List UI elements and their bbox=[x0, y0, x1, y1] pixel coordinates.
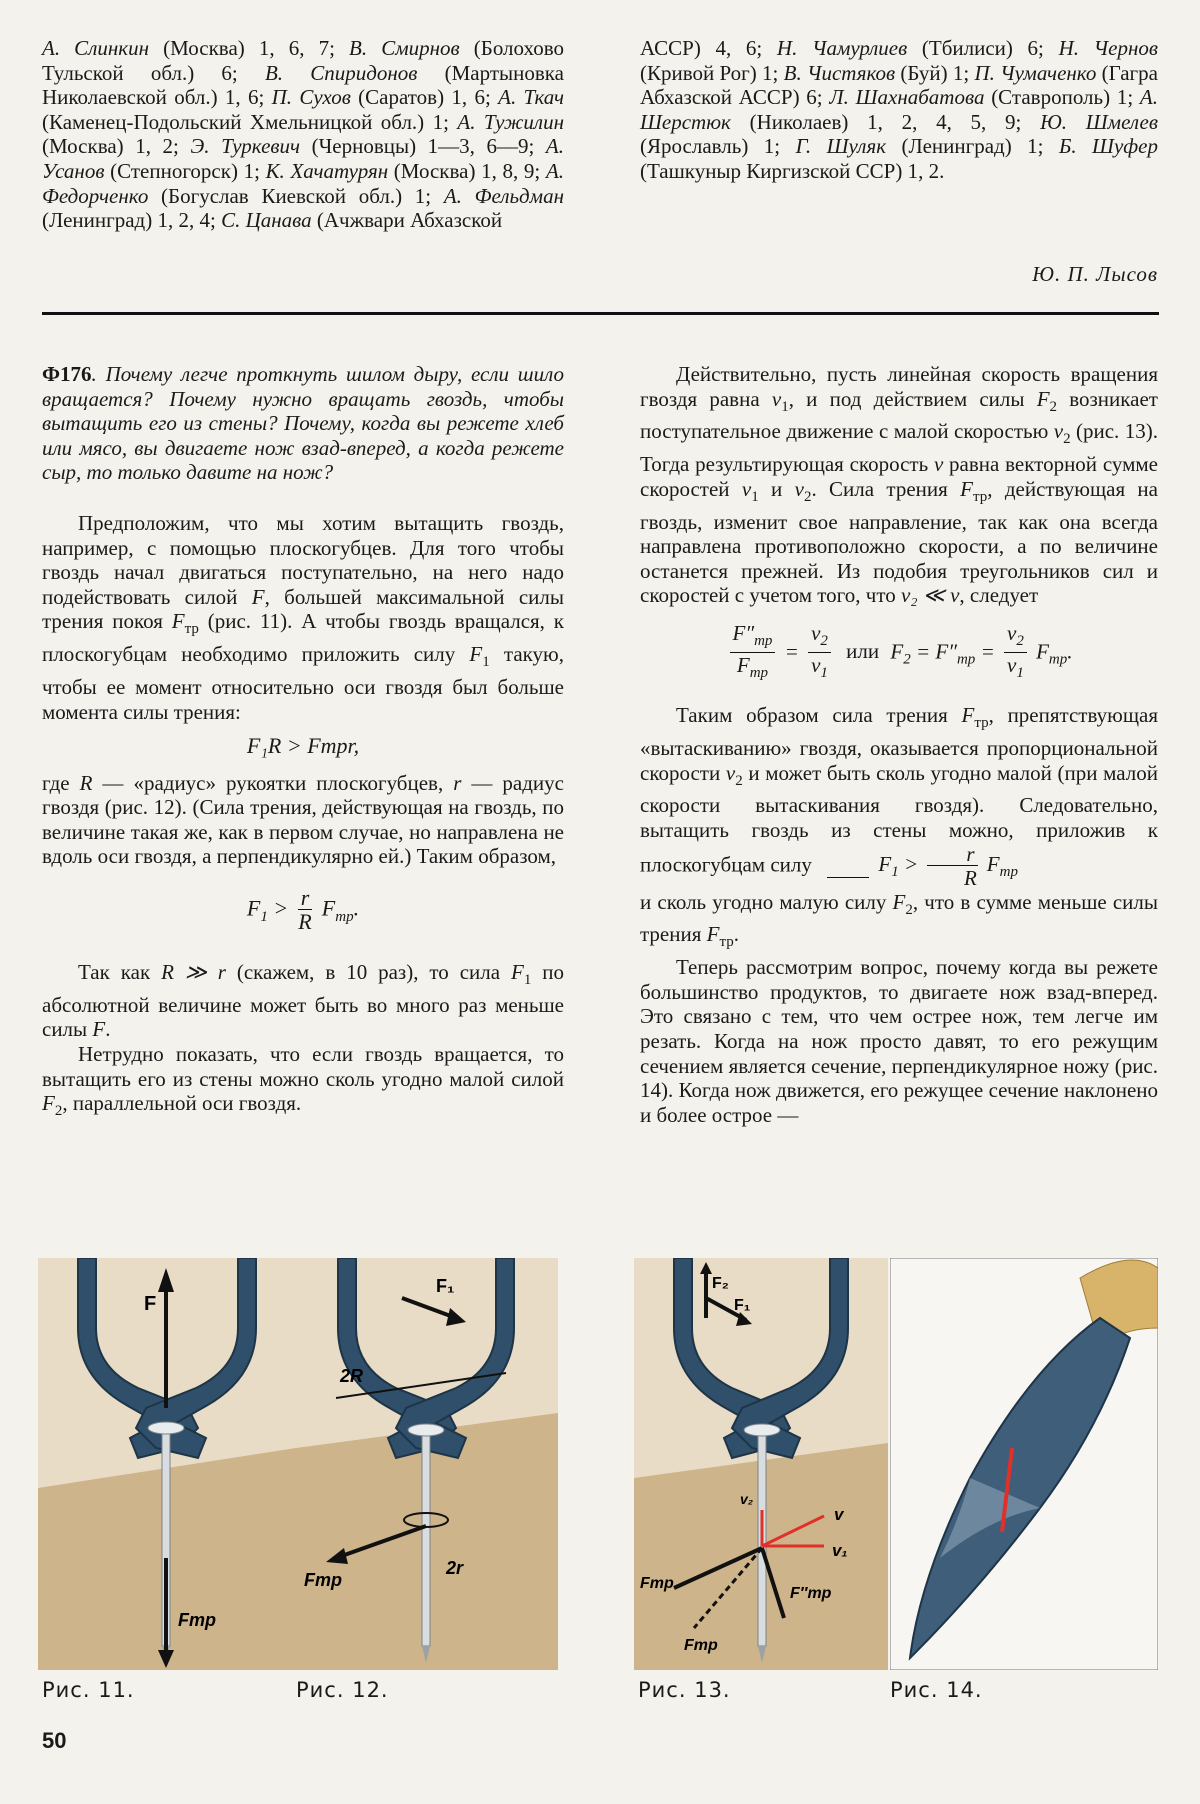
solver-details: (Москва) 1, 6, 7; bbox=[149, 36, 350, 60]
problem-question: Почему легче проткнуть шилом дыру, если шило вращается? Почему нужно вращать гвоздь, чтобы вытащить его из стены? Почему, когда вы режете хлеб или мясо, вы двигаете нож взад-вперед, а когда режете сыр, то только давите на нож? bbox=[42, 362, 565, 485]
label-F2: F₂ bbox=[712, 1275, 729, 1292]
label-Ftr: Fтр bbox=[178, 1610, 216, 1630]
label-2r: 2r bbox=[446, 1558, 464, 1578]
left-column bbox=[42, 362, 564, 1124]
solver-name: П. Сухов bbox=[271, 85, 351, 110]
figure-13 bbox=[634, 1258, 888, 1670]
solvers-list-right bbox=[640, 36, 1158, 184]
right-column bbox=[640, 362, 1158, 1127]
solver-name: А. Тужилин bbox=[457, 109, 564, 134]
formula-pliers-force: $F_1$ > $\frac{r}{R}$ $F_{тр}$ bbox=[878, 841, 1018, 890]
label-Ftr: Fтр bbox=[304, 1570, 342, 1590]
solver-name: В. Смирнов bbox=[349, 36, 460, 60]
solver-name: А. Слинкин bbox=[42, 36, 150, 60]
solver-name: А. Федорченко bbox=[42, 158, 565, 208]
solver-name: В. Чистяков bbox=[783, 60, 896, 85]
figure-14 bbox=[890, 1258, 1158, 1670]
solver-name: Э. Туркевич bbox=[190, 134, 301, 159]
solver-details: (Ташкуныр Киргизской ССР) 1, 2. bbox=[640, 158, 945, 183]
solver-details: (Каменец-Подольский Хмельницкой обл.) 1; bbox=[42, 109, 458, 134]
formula-similarity: $\frac{F''_{тр}}{F_{тр}}$ = $\frac{v_2}{v_1}$ или $F_2 = F''_{тр}$ = $\frac{v_2}{v_1}$ $F_{тр}$. bbox=[640, 622, 1158, 685]
solver-name: А. Шерстюк bbox=[640, 85, 1158, 134]
solver-name: А. Фельдман bbox=[443, 183, 564, 208]
solver-details: (Мартыновка Николаевской обл.) 1, 6; bbox=[42, 60, 564, 110]
solver-details: (Саратов) 1, 6; bbox=[350, 85, 499, 110]
solver-details: (Буй) 1; bbox=[895, 60, 975, 85]
solver-details: (Ставрополь) 1; bbox=[984, 85, 1140, 110]
solver-details: (Гагра Абхазской АССР) 6; bbox=[640, 60, 1158, 110]
solver-name: Н. Чамурлиев bbox=[776, 36, 908, 60]
author-signature: Ю. П. Лысов bbox=[1032, 262, 1158, 286]
paragraph-1: Предположим, что мы хотим вытащить гвоздь, например, с помощью плоскогубцев. Для того чтобы гвоздь начал двигаться поступательно, на него надо подействовать силой F, большей максимальной силы трения покоя $F_{тр}$ (рис. 11). А чтобы гвоздь вращался, к плоскогубцам необходимо приложить силу $F_1$ такую, чтобы ее момент относительно оси гвоздя был больше момента силы трения: bbox=[42, 510, 564, 724]
solver-name: Ю. Шмелев bbox=[1040, 109, 1158, 134]
section-divider bbox=[42, 312, 1159, 315]
label-Ftr-resultant: Fтр bbox=[684, 1637, 718, 1654]
label-Ftr: Fтр bbox=[640, 1575, 674, 1592]
solver-name: А. Усанов bbox=[42, 134, 564, 183]
label-v2: v₂ bbox=[740, 1491, 754, 1507]
solver-name: В. Спиридонов bbox=[264, 60, 418, 85]
solver-details: (Степногорск) 1; bbox=[104, 158, 266, 183]
solver-details: (Черновцы) 1—3, 6—9; bbox=[300, 134, 546, 159]
label-F: F bbox=[144, 1293, 157, 1315]
paragraph-6: Таким образом сила трения $F_{тр}$, препятствующая «вытаскиванию» гвоздя, оказывается пропорциональной скорости $v_2$ и может быть сколь угодно малой (при малой скорости вытаскивания гвоздя). Следовательно, вытащить гвоздь из стены можно, приложив к плоскогубцам силу $F_1$ > $\frac{r}{R}$ $F_{тр}$ bbox=[640, 703, 1159, 890]
solver-details: (Николаев) 1, 2, 4, 5, 9; bbox=[730, 109, 1041, 134]
formula-moment: F₁R > Fтрr, bbox=[246, 733, 360, 759]
solver-name: Б. Шуфер bbox=[1058, 134, 1158, 159]
solver-name: Л. Шахнабатова bbox=[829, 85, 985, 110]
solver-details: (Москва) 1, 2; bbox=[42, 134, 191, 159]
paragraph-4: Нетрудно показать, что если гвоздь вращается, то вытащить его из стены можно сколь угодно малой силой $F_2$, параллельной оси гвоздя. bbox=[42, 1042, 564, 1120]
solver-entry-continued: АССР) 4, 6; bbox=[640, 36, 777, 60]
problem-statement: Ф176. Почему легче проткнуть шилом дыру, если шило вращается? Почему нужно вращать гвоздь, чтобы вытащить его из стены? Почему, когда вы режете хлеб или мясо, вы двигаете нож взад-вперед, а когда режете сыр, то только давите на нож? bbox=[42, 362, 565, 485]
caption-fig-12: Рис. 12. bbox=[296, 1678, 389, 1702]
caption-fig-13: Рис. 13. bbox=[638, 1678, 731, 1702]
figure-12 bbox=[296, 1258, 558, 1670]
label-2R: 2R bbox=[340, 1366, 364, 1386]
solver-details: (Ленинград) 1; bbox=[886, 134, 1059, 159]
caption-fig-11: Рис. 11. bbox=[42, 1678, 135, 1702]
label-Ftr-double-prime: F″тр bbox=[790, 1585, 832, 1602]
solver-name: К. Хачатурян bbox=[265, 158, 389, 183]
paragraph-7: и сколь угодно малую силу $F_2$, что в сумме меньше силы трения $F_{тр}$. bbox=[640, 889, 1158, 951]
paragraph-5: Действительно, пусть линейная скорость вращения гвоздя равна $v_1$, и под действием силы $F_2$ возникает поступательное движение с малой скоростью $v_2$ (рис. 13). Тогда результирующая скорость v равна векторной сумме скоростей $v_1$ и $v_2$. Сила трения $F_{тр}$, действующая на гвоздь, изменит свое направление, так как она всегда направлена противоположно скорости, а по величине останется прежней. Из подобия треугольников сил и скоростей с учетом того, что v₂ ≪ v, следует bbox=[640, 362, 1159, 608]
paragraph-3: Так как R ≫ r (скажем, в 10 раз), то сила $F_1$ по абсолютной величине может быть во много раз меньше силы F. bbox=[42, 960, 564, 1042]
formula-f1: $F_1$ > $\frac{r}{R}$ $F_{тр}$. bbox=[246, 885, 360, 935]
label-F1: F₁ bbox=[436, 1276, 455, 1296]
solver-name: С. Цанава bbox=[221, 208, 312, 233]
label-v1: v₁ bbox=[832, 1541, 848, 1560]
solver-name: А. Ткач bbox=[498, 85, 564, 110]
solver-details: (Москва) 1, 8, 9; bbox=[388, 158, 546, 183]
solver-details: (Болохово Тульской обл.) 6; bbox=[42, 36, 564, 85]
solver-details: (Ленинград) 1, 2, 4; bbox=[42, 208, 222, 233]
paragraph-8: Теперь рассмотрим вопрос, почему когда вы режете большинство продуктов, то двигаете нож взад-вперед. Это связано с тем, что чем острее нож, тем легче им резать. Когда на нож просто давят, то его режущим сечением является сечение, перпендикулярное ножу (рис. 14). Когда нож движется, его режущее сечение наклонено и более острое — bbox=[640, 955, 1158, 1127]
solver-details: (Ачжвари Абхазской bbox=[311, 208, 503, 233]
page-number: 50 bbox=[42, 1728, 67, 1753]
caption-fig-14: Рис. 14. bbox=[890, 1678, 983, 1702]
figure-11 bbox=[38, 1258, 296, 1670]
solver-name: П. Чумаченко bbox=[974, 60, 1097, 85]
solver-details: (Кривой Рог) 1; bbox=[640, 60, 784, 85]
solver-details: (Ярославль) 1; bbox=[640, 134, 796, 159]
solvers-list-left bbox=[42, 36, 564, 233]
problem-label: Ф176 bbox=[42, 362, 92, 386]
solver-name: Г. Шуляк bbox=[795, 134, 887, 159]
label-v: v bbox=[834, 1505, 844, 1524]
label-F1: F₁ bbox=[734, 1297, 751, 1314]
solver-details: (Тбилиси) 6; bbox=[907, 36, 1059, 60]
solver-name: Н. Чернов bbox=[1058, 36, 1158, 60]
solver-details: (Богуслав Киевской обл.) 1; bbox=[148, 183, 444, 208]
paragraph-2: где R — «радиус» рукоятки плоскогубцев, r — радиус гвоздя (рис. 12). (Сила трения, действующая на гвоздь, по величине такая же, как в первом случае, но направлена не вдоль оси гвоздя, а перпендикулярно ей.) Таким образом, bbox=[42, 770, 564, 869]
